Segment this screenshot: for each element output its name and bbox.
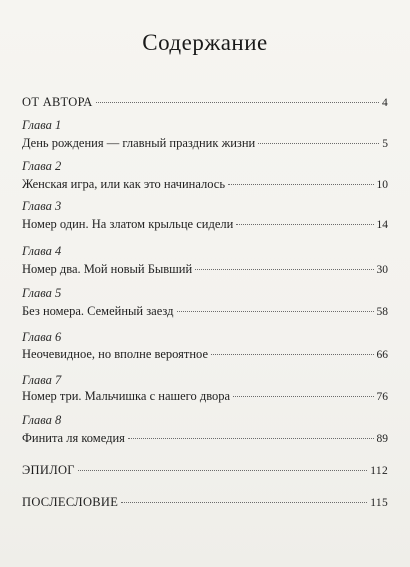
chapter-label: Глава 6 [22, 330, 62, 344]
toc-page-number: 5 [382, 138, 388, 150]
toc-page-number: 10 [376, 179, 388, 191]
dot-leader [78, 470, 367, 471]
toc-entry-title: Без номера. Семейный заезд [22, 304, 174, 318]
toc-entry-chapter-1[interactable] [22, 136, 388, 151]
toc-entry-title: Номер два. Мой новый Бывший [22, 262, 193, 276]
toc-page-number: 4 [381, 97, 388, 109]
toc-entry-chapter-7[interactable] [22, 389, 388, 404]
toc-entry-chapter-3[interactable] [22, 217, 388, 232]
page-title: Содержание [142, 30, 268, 55]
toc-entry-afterword[interactable] [22, 495, 388, 510]
toc-page-number: 115 [370, 497, 388, 509]
toc-page-number: 112 [370, 465, 388, 477]
toc-entry-title: Финита ля комедия [22, 431, 125, 445]
chapter-label: Глава 1 [22, 118, 62, 132]
toc-page-number: 89 [376, 433, 388, 445]
toc-entry-chapter-4[interactable] [22, 262, 388, 277]
chapter-label: Глава 3 [22, 199, 62, 213]
toc-entry-title: Женская игра, или как это начиналось [22, 177, 226, 191]
toc-entry-author-note[interactable] [22, 95, 388, 110]
toc-entry-title: Номер три. Мальчишка с нашего двора [22, 389, 231, 403]
toc-entry-title: ОТ АВТОРА [22, 95, 93, 109]
chapter-label: Глава 5 [22, 286, 62, 300]
toc-entry-chapter-2[interactable] [22, 177, 388, 192]
toc-page-number: 14 [376, 219, 388, 231]
chapter-label: Глава 8 [22, 413, 62, 427]
toc-entry-title: ПОСЛЕСЛОВИЕ [22, 495, 119, 509]
toc-page-number: 66 [376, 349, 388, 361]
chapter-label: Глава 4 [22, 244, 62, 258]
dot-leader [228, 184, 373, 185]
toc-entry-title: Неочевидное, но вполне вероятное [22, 347, 209, 361]
toc-entry-chapter-8[interactable] [22, 431, 388, 446]
chapter-label: Глава 7 [22, 373, 62, 387]
dot-leader [121, 502, 367, 503]
toc-entry-title: Номер один. На златом крыльце сидели [22, 217, 234, 231]
dot-leader [96, 102, 379, 103]
dot-leader [236, 224, 373, 225]
toc-entry-chapter-6[interactable] [22, 347, 388, 362]
toc-page-number: 76 [376, 391, 388, 403]
dot-leader [128, 438, 374, 439]
dot-leader [258, 143, 379, 144]
dot-leader [195, 269, 373, 270]
toc-entry-title: ЭПИЛОГ [22, 463, 75, 477]
toc-entry-epilogue[interactable] [22, 463, 388, 478]
dot-leader [211, 354, 373, 355]
toc-page-number: 30 [376, 264, 388, 276]
dot-leader [177, 311, 374, 312]
dot-leader [233, 396, 373, 397]
toc-page-number: 58 [376, 306, 388, 318]
toc-entry-title: День рождения — главный праздник жизни [22, 136, 256, 150]
toc-entry-chapter-5[interactable] [22, 304, 388, 319]
chapter-label: Глава 2 [22, 159, 62, 173]
